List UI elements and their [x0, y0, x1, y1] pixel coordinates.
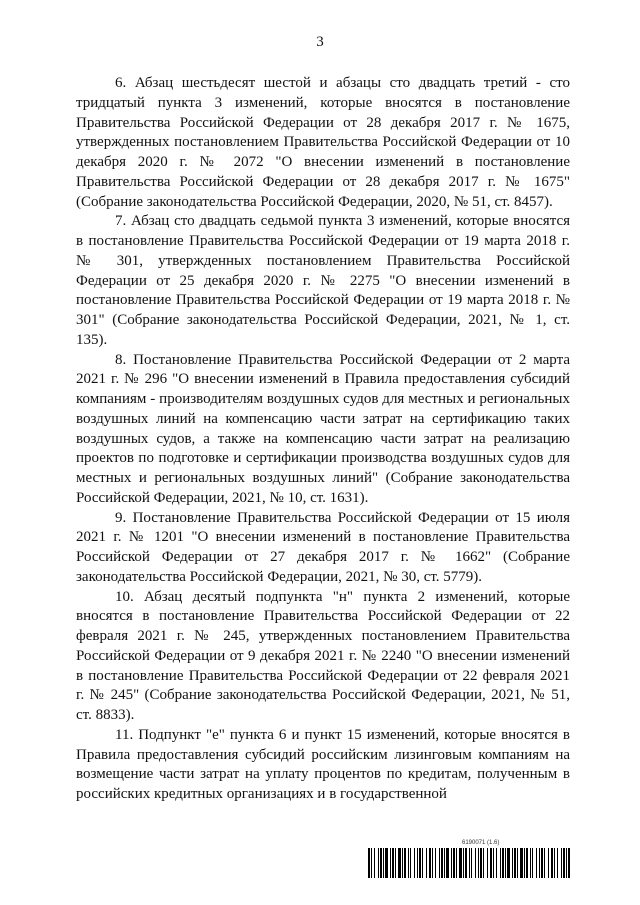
paragraph-8: 8. Постановление Правительства Российской Федерации от 2 марта 2021 г. № 296 "О внесении изменений в Правила предоставления субсидий компаниям - производителям воздушных судов для местных и региональных воздушных линий на компенсацию части затрат на сертификацию таких воздушных судов, а также на компенсацию части затрат на реализацию проектов по подготовке и сертификации производства воздушных судов для местных и региональных воздушных линий" (Собрание законодательства Российской Федерации, 2021, № 10, ст. 1631). — [76, 351, 570, 506]
document-body — [76, 74, 570, 805]
barcode-image — [368, 848, 570, 878]
paragraph-11: 11. Подпункт "е" пункта 6 и пункт 15 изменений, которые вносятся в Правила предоставления субсидий российским лизинговым компаниям на возмещение части затрат на уплату процентов по кредитам, полученным в российских кредитных организациях и в государственной — [76, 726, 570, 802]
paragraph-7: 7. Абзац сто двадцать седьмой пункта 3 изменений, которые вносятся в постановление Правительства Российской Федерации от 19 марта 2018 г. № 301, утвержденных постановлением Правительства Российской Федерации от 25 декабря 2020 г. № 2275 "О внесении изменений в постановление Правительства Российской Федерации от 19 марта 2018 г. № 301" (Собрание законодательства Российской Федерации, 2021, № 1, ст. 135). — [76, 213, 570, 348]
page-number: 3 — [316, 34, 324, 50]
paragraph-9: 9. Постановление Правительства Российской Федерации от 15 июля 2021 г. № 1201 "О внесении изменений в постановление Правительства Российской Федерации от 27 декабря 2017 г. № 1662" (Собрание законодательства Российской Федерации, 2021, № 30, ст. 5779). — [76, 509, 570, 585]
document-code: 6190071 (1.6) — [462, 840, 500, 846]
paragraph-6: 6. Абзац шестьдесят шестой и абзацы сто двадцать третий - сто тридцатый пункта 3 изменений, которые вносятся в постановление Правительства Российской Федерации от 28 декабря 2017 г. № 1675, утвержденных постановлением Правительства Российской Федерации от 10 декабря 2020 г. № 2072 "О внесении изменений в постановление Правительства Российской Федерации от 28 декабря 2017 г. № 1675" (Собрание законодательства Российской Федерации, 2020, № 51, ст. 8457). — [76, 75, 570, 210]
paragraph-10: 10. Абзац десятый подпункта "н" пункта 2 изменений, которые вносятся в постановление Правительства Российской Федерации от 22 февраля 2021 г. № 245, утвержденных постановлением Правительства Российской Федерации от 9 декабря 2021 г. № 2240 "О внесении изменений в постановление Правительства Российской Федерации от 22 февраля 2021 г. № 245" (Собрание законодательства Российской Федерации, 2021, № 51, ст. 8833). — [76, 588, 570, 723]
